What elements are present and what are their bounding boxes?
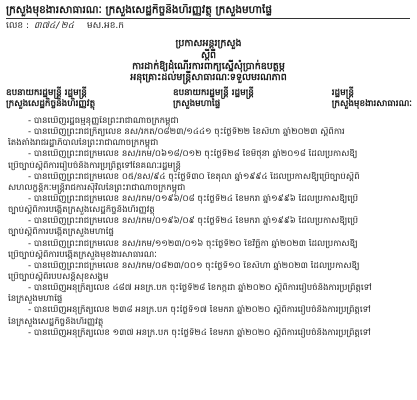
reference-number: ៣៧៤/២៤ — [33, 21, 74, 31]
legal-basis-continuation: ច្បាប់ស្តីពីការបង្កើតក្រសួងសេដ្ឋកិច្ចនិងហិរញ្ញវត្ថុ — [8, 205, 155, 216]
doc-subject-label: ស្តីពី — [200, 50, 217, 61]
ministries-header: ក្រសួងមុខងារសាធារណៈ ក្រសួងសេដ្ឋកិច្ចនិងហិរញ្ញវត្ថុ ក្រសួងមហាផ្ទៃ — [6, 4, 272, 16]
legal-basis-continuation: ប្រើច្បាប់ស្តីពីការរៀបចំនិងការប្រព្រឹត្តទៅនៃគណៈរដ្ឋមន្ត្រី — [8, 160, 181, 171]
doc-subject-line-1: ការដាក់ឱ្យដំណើរការពាក្យស្នើសុំប្រាក់ឧបត្ថម្ភ — [132, 61, 285, 72]
doc-subject-line-2: អនុគ្រោះដល់មន្ត្រីសាធារណៈទទួលមរណភាព — [130, 72, 287, 83]
signatory-ministry: ក្រសួងសេដ្ឋកិច្ចនិងហិរញ្ញវត្ថុ — [6, 99, 96, 109]
legal-basis-item: - បានឃើញព្រះរាជក្រមលេខ នស/រកម/០១៩៦/០៨ ចុះថ្ងៃទី២៤ ខែមករា ឆ្នាំ១៩៩៦ ដែលប្រកាសឱ្យប្រើ — [28, 193, 359, 204]
reference-label: លេខ : — [6, 21, 30, 31]
legal-basis-item: - បានឃើញរដ្ឋធម្មនុញ្ញនៃព្រះរាជាណាចក្រកម្ពុជា — [28, 116, 179, 126]
reference-suffix: មស.អខ.ក — [86, 21, 125, 31]
legal-basis-continuation: តែងតាំងរាជរដ្ឋាភិបាលនៃព្រះរាជាណាចក្រកម្ពុជា — [8, 138, 159, 149]
signatory-ministry: ក្រសួងមហាផ្ទៃ — [173, 99, 221, 109]
reference-line — [6, 20, 124, 32]
legal-basis-list — [6, 116, 410, 339]
legal-basis-item: - បានឃើញព្រះរាជក្រមលេខ នស/រកម/០៦១៨/០១២ ចុះថ្ងៃទី២៨ ខែមិថុនា ឆ្នាំ២០១៨ ដែលប្រកាសឱ្យ — [28, 149, 358, 160]
legal-basis-continuation: នៃក្រសួងសេដ្ឋកិច្ចនិងហិរញ្ញវត្ថុ — [8, 316, 104, 327]
legal-basis-item: - បានឃើញព្រះរាជក្រមលេខ នស/រកម/០៨២៣/០០១ ចុះថ្ងៃទី១០ ខែសីហា ឆ្នាំ២០២៣ ដែលប្រកាសឱ្យ — [28, 260, 360, 271]
doc-type-title: ប្រកាសអន្តរក្រសួង — [175, 38, 242, 49]
signatory-economy — [6, 88, 95, 110]
legal-basis-continuation: ច្បាប់ស្តីពីការបង្កើតក្រសួងមហាផ្ទៃ — [8, 227, 114, 238]
signatory-title: រដ្ឋមន្ត្រី — [331, 88, 354, 98]
signatory-title: ឧបនាយករដ្ឋមន្ត្រី រដ្ឋមន្ត្រី — [6, 88, 87, 98]
signatory-ministry: ក្រសួងមុខងារសាធារណៈ — [331, 99, 412, 109]
header-divider — [6, 18, 410, 19]
legal-basis-continuation: ប្រើច្បាប់ស្តីពីការបង្កើតក្រសួងមុខងារសាធារណៈ — [8, 249, 157, 260]
signatory-interior — [173, 88, 254, 110]
legal-basis-item: - បានឃើញព្រះរាជក្រឹត្យលេខ នស/រកត/០៨២៣/១៤៤១ ចុះថ្ងៃទី២២ ខែសីហា ឆ្នាំ២០២៣ ស្តីពីការ — [28, 127, 345, 138]
legal-basis-continuation: សហលក្ខន្តិកៈមន្ត្រីរាជការស៊ីវិលនៃព្រះរាជាណាចក្រកម្ពុជា — [8, 182, 186, 193]
legal-basis-item: - បានឃើញអនុក្រឹត្យលេខ ៤៨៧ អនក្រ.បក ចុះថ្ងៃទី២៨ ខែកក្កដា ឆ្នាំ២០២០ ស្តីពីការរៀបចំនិងការប្រព្រឹត្តទៅ — [28, 283, 372, 294]
signatory-civil-service — [332, 88, 412, 110]
signatories-row — [6, 88, 412, 110]
legal-basis-item: - បានឃើញអនុក្រឹត្យលេខ ១៣៧ អនក្រ.បក ចុះថ្ងៃទី២៤ ខែមករា ឆ្នាំ២០២០ ស្តីពីការរៀបចំនិងការប្រព្រឹត្តទៅ — [28, 327, 371, 338]
legal-basis-item: - បានឃើញព្រះរាជក្រមលេខ នស/រកម/០១៩៦/០៩ ចុះថ្ងៃទី២៤ ខែមករា ឆ្នាំ១៩៩៦ ដែលប្រកាសឱ្យប្រើ — [28, 216, 359, 227]
legal-basis-item: - បានឃើញព្រះរាជក្រមលេខ ០៥/នស/៩៤ ចុះថ្ងៃទី៣០ ខែតុលា ឆ្នាំ១៩៩៤ ដែលប្រកាសឱ្យប្រើច្បាប់ស្តីពី — [28, 171, 360, 182]
legal-basis-continuation: ប្រើច្បាប់ស្តីពីរបបសន្តិសុខសង្គម — [8, 271, 109, 282]
legal-basis-item: - បានឃើញព្រះរាជក្រមលេខ នស/រកម/១១២៣/០១៦ ចុះថ្ងៃទី២០ ខែវិច្ឆិកា ឆ្នាំ២០២៣ ដែលប្រកាសឱ្យ — [28, 238, 358, 249]
legal-basis-continuation: នៃក្រសួងមហាផ្ទៃ — [8, 294, 63, 305]
legal-basis-item: - បានឃើញអនុក្រឹត្យលេខ ២៣៨ អនក្រ.បក ចុះថ្ងៃទី១៧ ខែមករា ឆ្នាំ២០២០ ស្តីពីការរៀបចំនិងការប្រព្រឹត្តទៅ — [28, 305, 371, 316]
signatory-title: ឧបនាយករដ្ឋមន្ត្រី រដ្ឋមន្ត្រី — [173, 88, 254, 98]
